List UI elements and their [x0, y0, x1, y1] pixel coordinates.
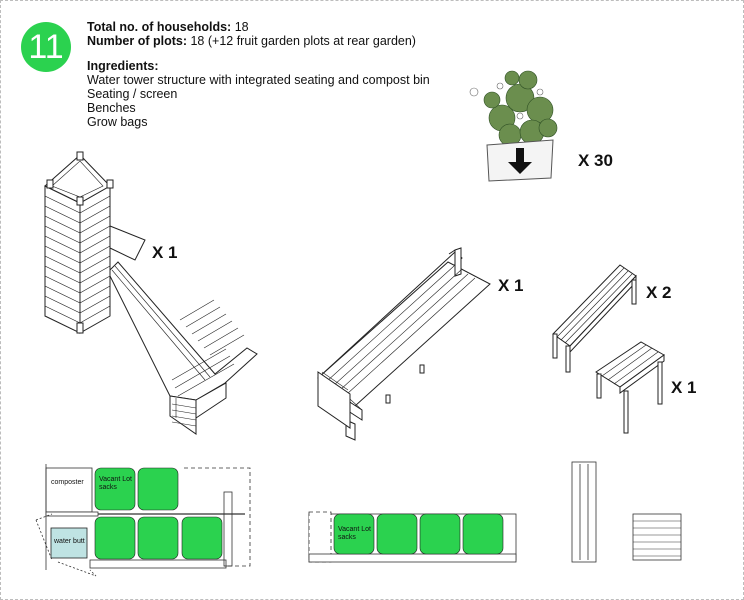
households-value: 18	[234, 20, 249, 34]
sacks-label: Vacant Lot sacks	[99, 476, 132, 491]
qty-bench-short: X 1	[671, 378, 697, 397]
composter-label: composter	[51, 479, 84, 486]
tower-bench-top	[108, 262, 257, 400]
plan-view-benches	[572, 462, 681, 562]
sack-plot	[463, 514, 503, 554]
water-butt-label: water butt	[54, 538, 85, 545]
qty-screen: X 1	[498, 276, 524, 295]
sacks-label: Vacant Lot sacks	[338, 526, 371, 541]
qty-bench-long: X 2	[646, 283, 672, 302]
sack-plot	[182, 517, 222, 559]
qty-grow-bags: X 30	[578, 151, 613, 170]
qty-tower: X 1	[152, 243, 178, 262]
short-bench-illustration	[596, 342, 664, 433]
ingredient-item: Benches	[87, 101, 136, 115]
sack-plot	[138, 517, 178, 559]
ingredients-heading: Ingredients:	[87, 59, 159, 73]
number-badge: 11	[21, 22, 71, 72]
grow-bag-illustration	[470, 71, 557, 181]
sack-plot	[420, 514, 460, 554]
screen-seating-illustration	[318, 248, 490, 440]
plots-label: Number of plots:	[87, 34, 187, 48]
plant-foliage	[470, 71, 557, 146]
plots-value: 18 (+12 fruit garden plots at rear garden)	[190, 34, 416, 48]
composter-box	[46, 468, 92, 512]
ingredient-item: Grow bags	[87, 115, 148, 129]
sack-plot	[138, 468, 178, 510]
water-tower-illustration	[45, 152, 257, 434]
households-label: Total no. of households:	[87, 20, 232, 34]
sack-plot	[377, 514, 417, 554]
ingredient-item: Water tower structure with integrated seating and compost bin	[87, 73, 430, 87]
ingredient-item: Seating / screen	[87, 87, 178, 101]
sack-plot	[95, 517, 135, 559]
